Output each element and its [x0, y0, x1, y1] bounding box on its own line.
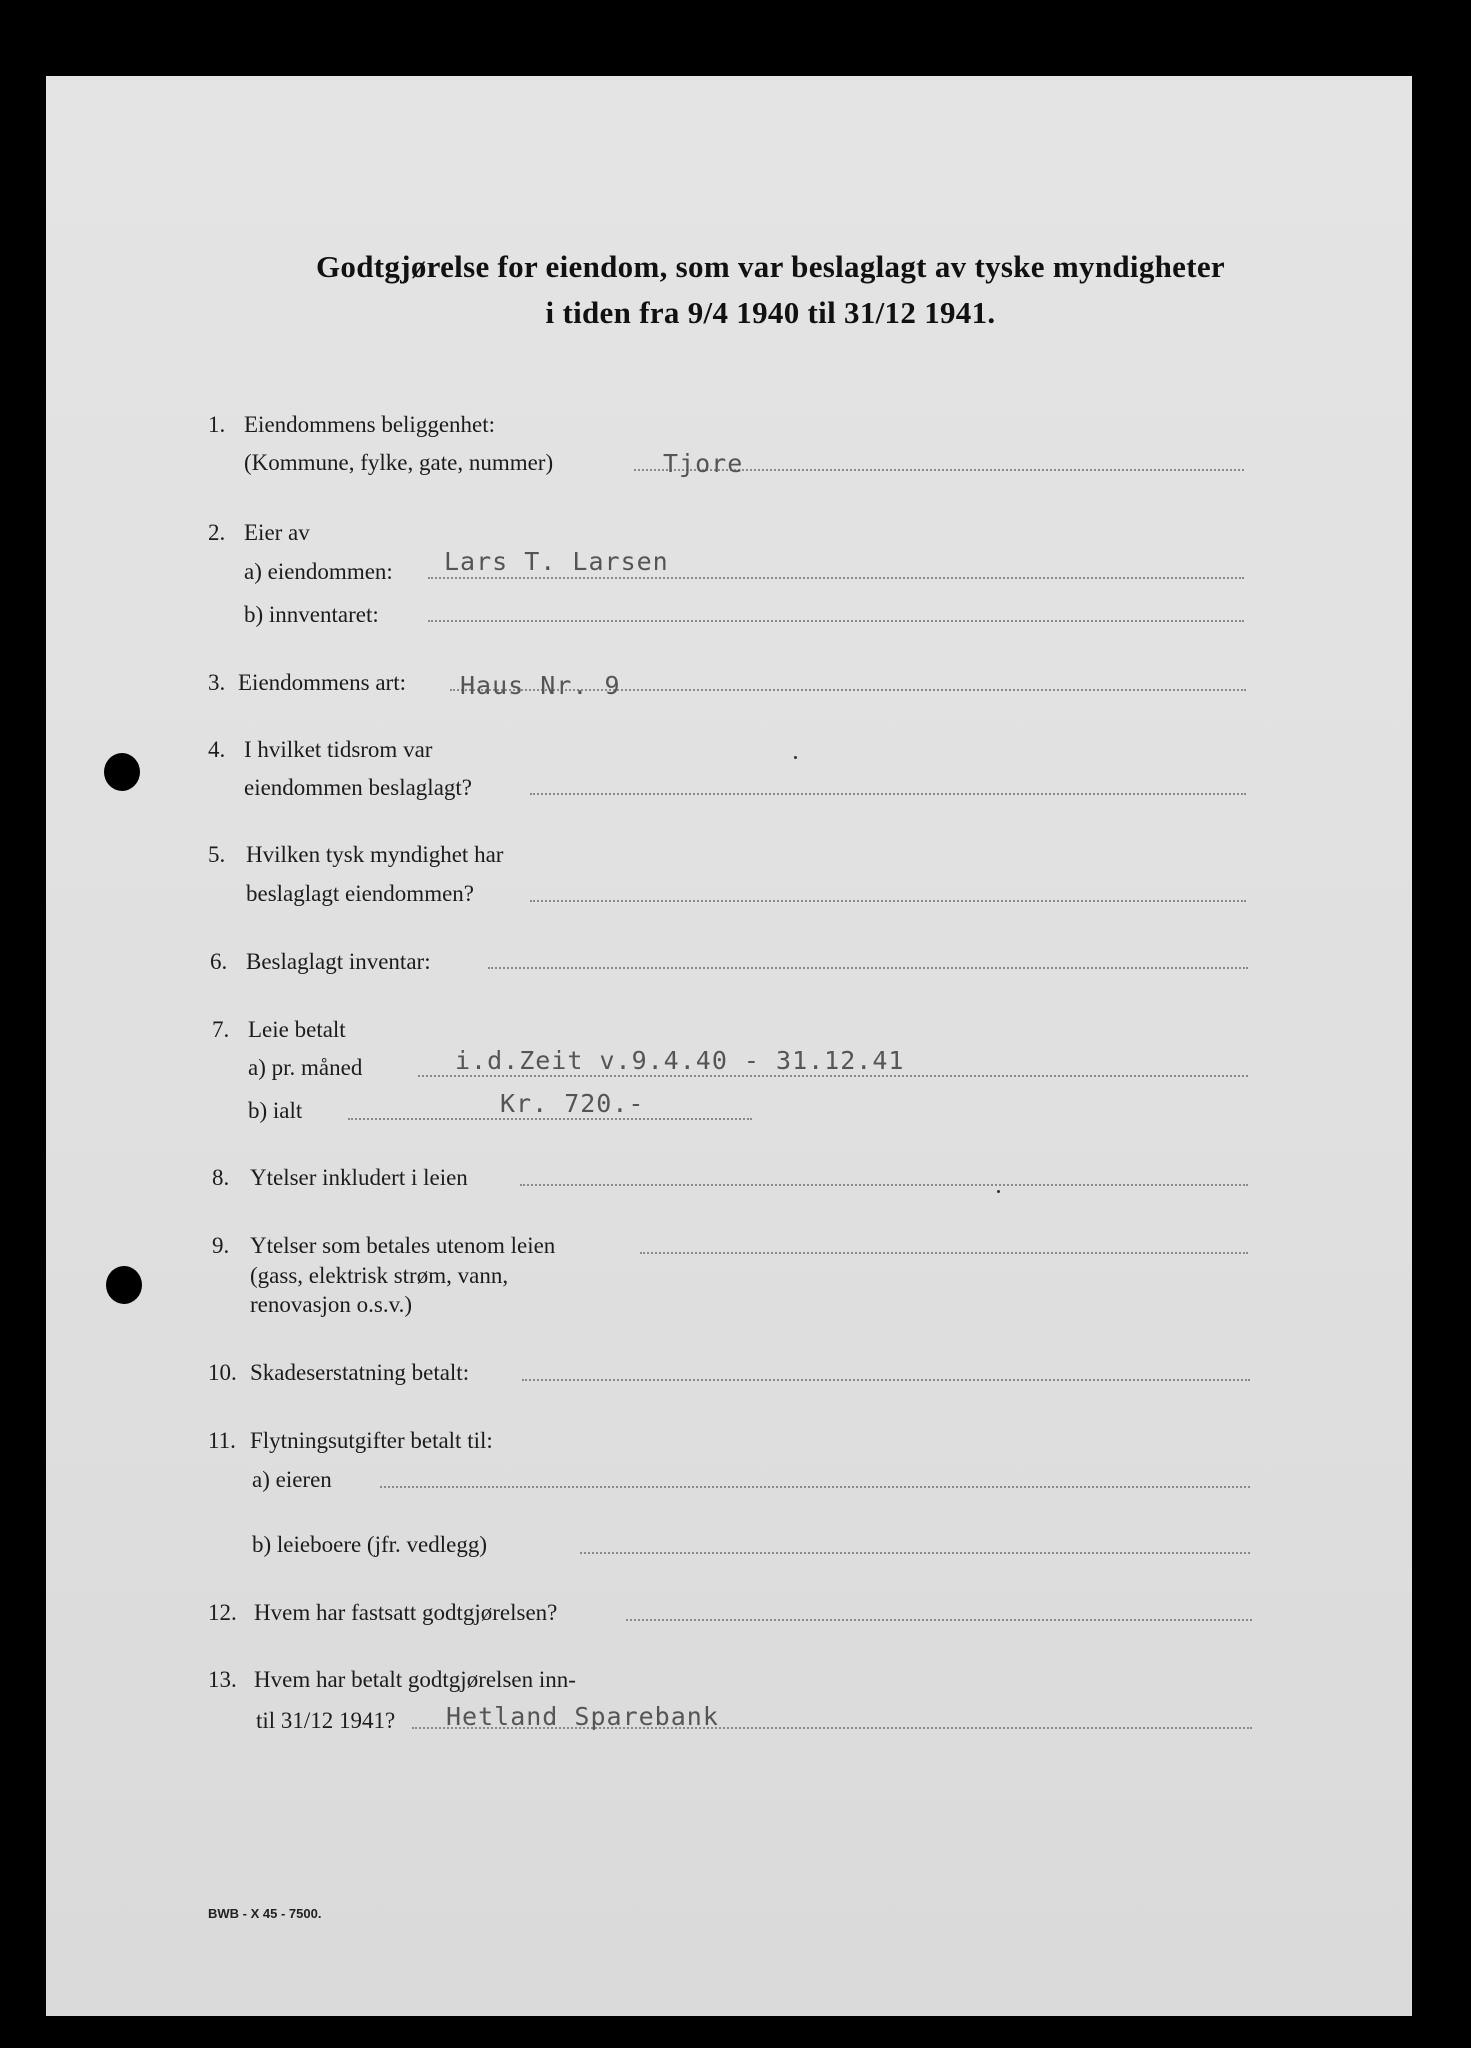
item-9-sublabel-1: (gass, elektrisk strøm, vann, [250, 1263, 509, 1288]
item-11a-line [380, 1486, 1250, 1488]
item-12-line [626, 1619, 1252, 1621]
item-10-label: Skadeserstatning betalt: [250, 1360, 470, 1385]
item-2b-line [428, 620, 1244, 622]
item-4-number: 4. [208, 737, 226, 762]
item-11-number: 11. [208, 1428, 236, 1453]
item-3-number: 3. [208, 670, 226, 695]
item-6-line [488, 967, 1248, 969]
item-5-line [530, 900, 1246, 902]
item-5-number: 5. [208, 842, 226, 867]
item-4-line [530, 793, 1246, 795]
item-5-sublabel: beslaglagt eiendommen? [246, 881, 475, 906]
item-7-number: 7. [212, 1017, 230, 1042]
item-11-label: Flytningsutgifter betalt til: [250, 1428, 493, 1453]
form-title [0, 244, 1471, 336]
item-7a-label: a) pr. måned [248, 1055, 363, 1080]
punch-hole-lower [106, 1266, 142, 1304]
item-7a-line [418, 1075, 1248, 1077]
item-13-sublabel: til 31/12 1941? [256, 1708, 396, 1733]
item-2a-label: a) eiendommen: [244, 559, 393, 584]
item-9-line [640, 1252, 1248, 1254]
item-9-label: Ytelser som betales utenom leien [250, 1233, 556, 1258]
item-4-sublabel: eiendommen beslaglagt? [244, 775, 473, 800]
item-10-line [522, 1379, 1250, 1381]
item-12-number: 12. [208, 1600, 237, 1625]
item-7-label: Leie betalt [248, 1017, 346, 1042]
item-13-number: 13. [208, 1667, 237, 1692]
item-10-number: 10. [208, 1360, 237, 1385]
item-9-number: 9. [212, 1233, 230, 1258]
form-print-code: BWB - X 45 - 7500. [208, 1906, 322, 1921]
item-2b-label: b) innventaret: [244, 602, 379, 627]
item-13-label: Hvem har betalt godtgjørelsen inn- [254, 1667, 576, 1692]
item-8-line [520, 1184, 1248, 1186]
item-7b-answer: Kr. 720.- [500, 1089, 645, 1118]
item-1-label: Eiendommens beliggenhet: [244, 412, 496, 437]
item-5-label: Hvilken tysk myndighet har [246, 842, 504, 867]
item-2-label: Eier av [244, 520, 310, 545]
item-6-label: Beslaglagt inventar: [246, 949, 431, 974]
item-11a-label: a) eieren [252, 1467, 332, 1492]
item-6-number: 6. [210, 949, 228, 974]
item-7b-label: b) ialt [248, 1098, 303, 1123]
item-12-label: Hvem har fastsatt godtgjørelsen? [254, 1600, 558, 1625]
item-13-answer: Hetland Sparebank [446, 1702, 719, 1731]
item-7b-line [348, 1118, 752, 1120]
punch-hole-upper [104, 753, 140, 791]
item-1-number: 1. [208, 412, 226, 437]
item-2a-answer: Lars T. Larsen [444, 547, 669, 576]
item-1-sublabel: (Kommune, fylke, gate, nummer) [244, 450, 554, 475]
item-1-answer: Tjore [663, 449, 744, 478]
item-8-label: Ytelser inkludert i leien [250, 1165, 468, 1190]
item-11b-label: b) leieboere (jfr. vedlegg) [252, 1532, 487, 1557]
item-8-number: 8. [212, 1165, 230, 1190]
item-9-sublabel-2: renovasjon o.s.v.) [250, 1292, 413, 1317]
title-line-2: i tiden fra 9/4 1940 til 31/12 1941. [545, 295, 996, 330]
title-line-1: Godtgjørelse for eiendom, som var beslaglagt av tyske myndigheter [316, 249, 1225, 284]
item-3-label: Eiendommens art: [238, 670, 406, 695]
item-2-number: 2. [208, 520, 226, 545]
item-7a-answer: i.d.Zeit v.9.4.40 - 31.12.41 [455, 1046, 905, 1075]
item-2a-line [428, 577, 1244, 579]
item-4-label: I hvilket tidsrom var [244, 737, 433, 762]
item-3-answer: Haus Nr. 9 [460, 671, 621, 700]
item-11b-line [580, 1552, 1250, 1554]
paper-speck [794, 756, 797, 759]
paper-speck [997, 1190, 1000, 1193]
